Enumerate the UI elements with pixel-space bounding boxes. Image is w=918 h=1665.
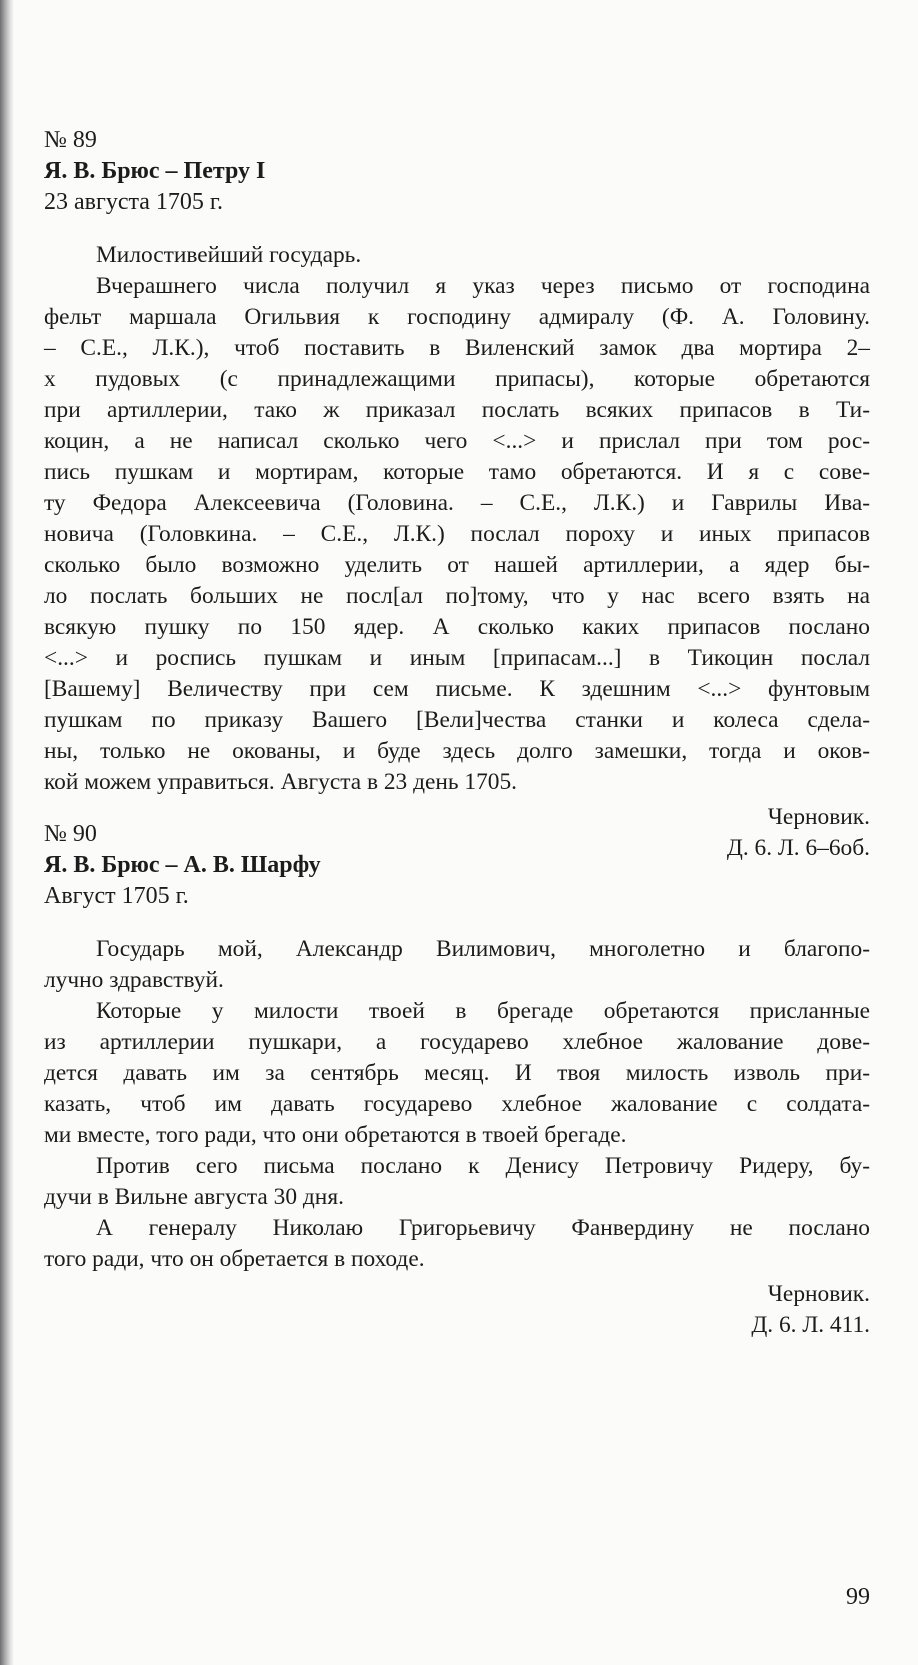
- doc-89-greeting: Милостивейший государь.: [96, 242, 362, 268]
- doc-89-line: ту Федора Алексеевича (Головина. – С.Е., Л.К.) и Гаврилы Ива-: [44, 490, 870, 516]
- doc-89-line: сколько было возможно уделить от нашей артиллерии, а ядер бы-: [44, 552, 870, 578]
- doc-89-line: пись пушкам и мортирам, которые тамо обретаются. И я с сове-: [44, 459, 870, 485]
- doc-90-line: дучи в Вильне августа 30 дня.: [44, 1184, 344, 1210]
- doc-89-line: – С.Е., Л.К.), чтоб поставить в Виленский замок два мортира 2–: [44, 335, 870, 361]
- doc-89-title: Я. В. Брюс – Петру I: [44, 158, 266, 184]
- doc-89-date: 23 августа 1705 г.: [44, 189, 224, 215]
- doc-90-line: казать, чтоб им давать государево хлебное жалование с солдата-: [44, 1091, 870, 1117]
- doc-89-line: ло послать больших не посл[ал по]тому, что у нас всего взять на: [44, 583, 870, 609]
- doc-89-body: [44, 240, 870, 864]
- doc-90-reference: Д. 6. Л. 411.: [751, 1312, 870, 1338]
- doc-89-line: коцин, а не написал сколько чего <...> и прислал при том рос-: [44, 428, 870, 454]
- doc-89-line: всякую пушку по 150 ядер. А сколько каких припасов послано: [44, 614, 870, 640]
- document-90: [44, 819, 870, 912]
- doc-89-line: кой можем управиться. Августа в 23 день 1705.: [44, 769, 518, 795]
- doc-90-line: дется давать им за сентябрь месяц. И твоя милость изволь при-: [44, 1060, 870, 1086]
- doc-90-line: лучно здравствуй.: [44, 967, 224, 993]
- doc-89-number: № 89: [44, 127, 97, 153]
- doc-90-date: Август 1705 г.: [44, 883, 189, 909]
- doc-90-line: Государь мой, Александр Вилимович, многолетно и благопо-: [96, 936, 870, 962]
- doc-89-line: пушкам по приказу Вашего [Вели]чества станки и колеса сдела-: [44, 707, 870, 733]
- doc-90-body: [44, 934, 870, 1341]
- doc-89-line: новича (Головкина. – С.Е., Л.К.) послал пороху и иных припасов: [44, 521, 870, 547]
- doc-90-note: Черновик.: [767, 1281, 870, 1307]
- document-89: [44, 125, 870, 218]
- doc-89-line: Вчерашнего числа получил я указ через письмо от господина: [96, 273, 870, 299]
- doc-89-line: ны, только не окованы, и буде здесь долго замешки, тогда и оков-: [44, 738, 870, 764]
- doc-90-number: № 90: [44, 821, 97, 847]
- doc-89-line: [Вашему] Величеству при сем письме. К здешним <...> фунтовым: [44, 676, 870, 702]
- doc-90-line: из артиллерии пушкари, а государево хлебное жалование дове-: [44, 1029, 870, 1055]
- doc-89-reference: Д. 6. Л. 6–6об.: [726, 835, 870, 861]
- doc-90-line: Против сего письма послано к Денису Петровичу Ридеру, бу-: [96, 1153, 870, 1179]
- page-number: 99: [846, 1584, 870, 1610]
- doc-89-line: при артиллерии, тако ж приказал послать всяких припасов в Ти-: [44, 397, 870, 423]
- doc-89-note: Черновик.: [767, 804, 870, 830]
- doc-89-line: х пудовых (с принадлежащими припасы), которые обретаются: [44, 366, 870, 392]
- doc-89-line: <...> и роспись пушкам и иным [припасам...] в Тикоцин послал: [44, 645, 870, 671]
- doc-90-line: А генералу Николаю Григорьевичу Фанвердину не послано: [96, 1215, 870, 1241]
- doc-90-line: Которые у милости твоей в брегаде обретаются присланные: [96, 998, 870, 1024]
- doc-90-line: ми вместе, того ради, что они обретаются в твоей брегаде.: [44, 1122, 627, 1148]
- doc-90-title: Я. В. Брюс – А. В. Шарфу: [44, 852, 321, 878]
- doc-90-line: того ради, что он обретается в походе.: [44, 1246, 425, 1272]
- binding-shadow: [0, 0, 14, 1665]
- doc-89-line: фельт маршала Огильвия к господину адмиралу (Ф. А. Головину.: [44, 304, 870, 330]
